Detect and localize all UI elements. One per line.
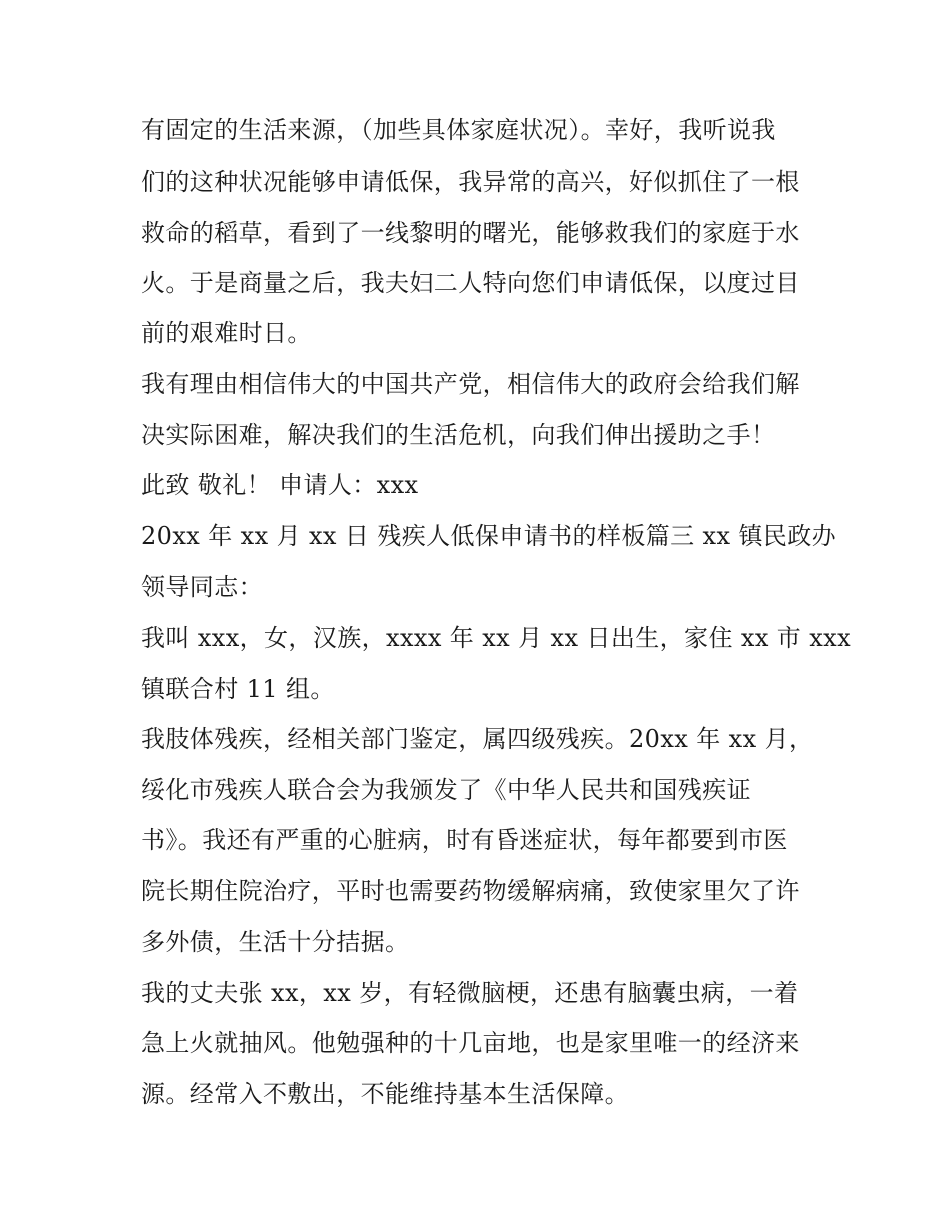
text-line: 火。于是商量之后，我夫妇二人特向您们申请低保，以度过目	[141, 269, 800, 297]
text-line: 此致 敬礼！ 申请人：xxx	[141, 471, 419, 499]
text-line: 有固定的生活来源，（加些具体家庭状况）。幸好，我听说我	[141, 116, 776, 144]
text-line: 救命的稻草，看到了一线黎明的曙光，能够救我们的家庭于水	[141, 219, 800, 247]
text-line: 我叫 xxx，女，汉族，xxxx 年 xx 月 xx 日出生，家住 xx 市 xxx	[141, 624, 852, 652]
text-line: 们的这种状况能够申请低保，我异常的高兴，好似抓住了一根	[141, 168, 800, 196]
text-line: 前的艰难时日。	[141, 319, 312, 347]
text-line: 领导同志：	[141, 573, 263, 601]
text-line: 院长期住院治疗，平时也需要药物缓解病痛，致使家里欠了许	[141, 877, 800, 905]
text-line: 我有理由相信伟大的中国共产党，相信伟大的政府会给我们解	[141, 370, 800, 398]
text-line: 20xx 年 xx 月 xx 日 残疾人低保申请书的样板篇三 xx 镇民政办	[141, 522, 837, 550]
text-line: 决实际困难，解决我们的生活危机，向我们伸出援助之手！	[141, 421, 776, 449]
text-line: 绥化市残疾人联合会为我颁发了《中华人民共和国残疾证	[141, 776, 751, 804]
text-line: 急上火就抽风。他勉强种的十几亩地，也是家里唯一的经济来	[141, 1029, 800, 1057]
text-line: 书》。我还有严重的心脏病，时有昏迷症状，每年都要到市医	[141, 826, 788, 854]
text-line: 我肢体残疾，经相关部门鉴定，属四级残疾。20xx 年 xx 月，	[141, 725, 814, 753]
text-line: 我的丈夫张 xx，xx 岁，有轻微脑梗，还患有脑囊虫病，一着	[141, 979, 799, 1007]
text-line: 多外债，生活十分拮据。	[141, 928, 410, 956]
text-line: 源。经常入不敷出，不能维持基本生活保障。	[141, 1080, 629, 1108]
text-line: 镇联合村 11 组。	[141, 675, 335, 703]
